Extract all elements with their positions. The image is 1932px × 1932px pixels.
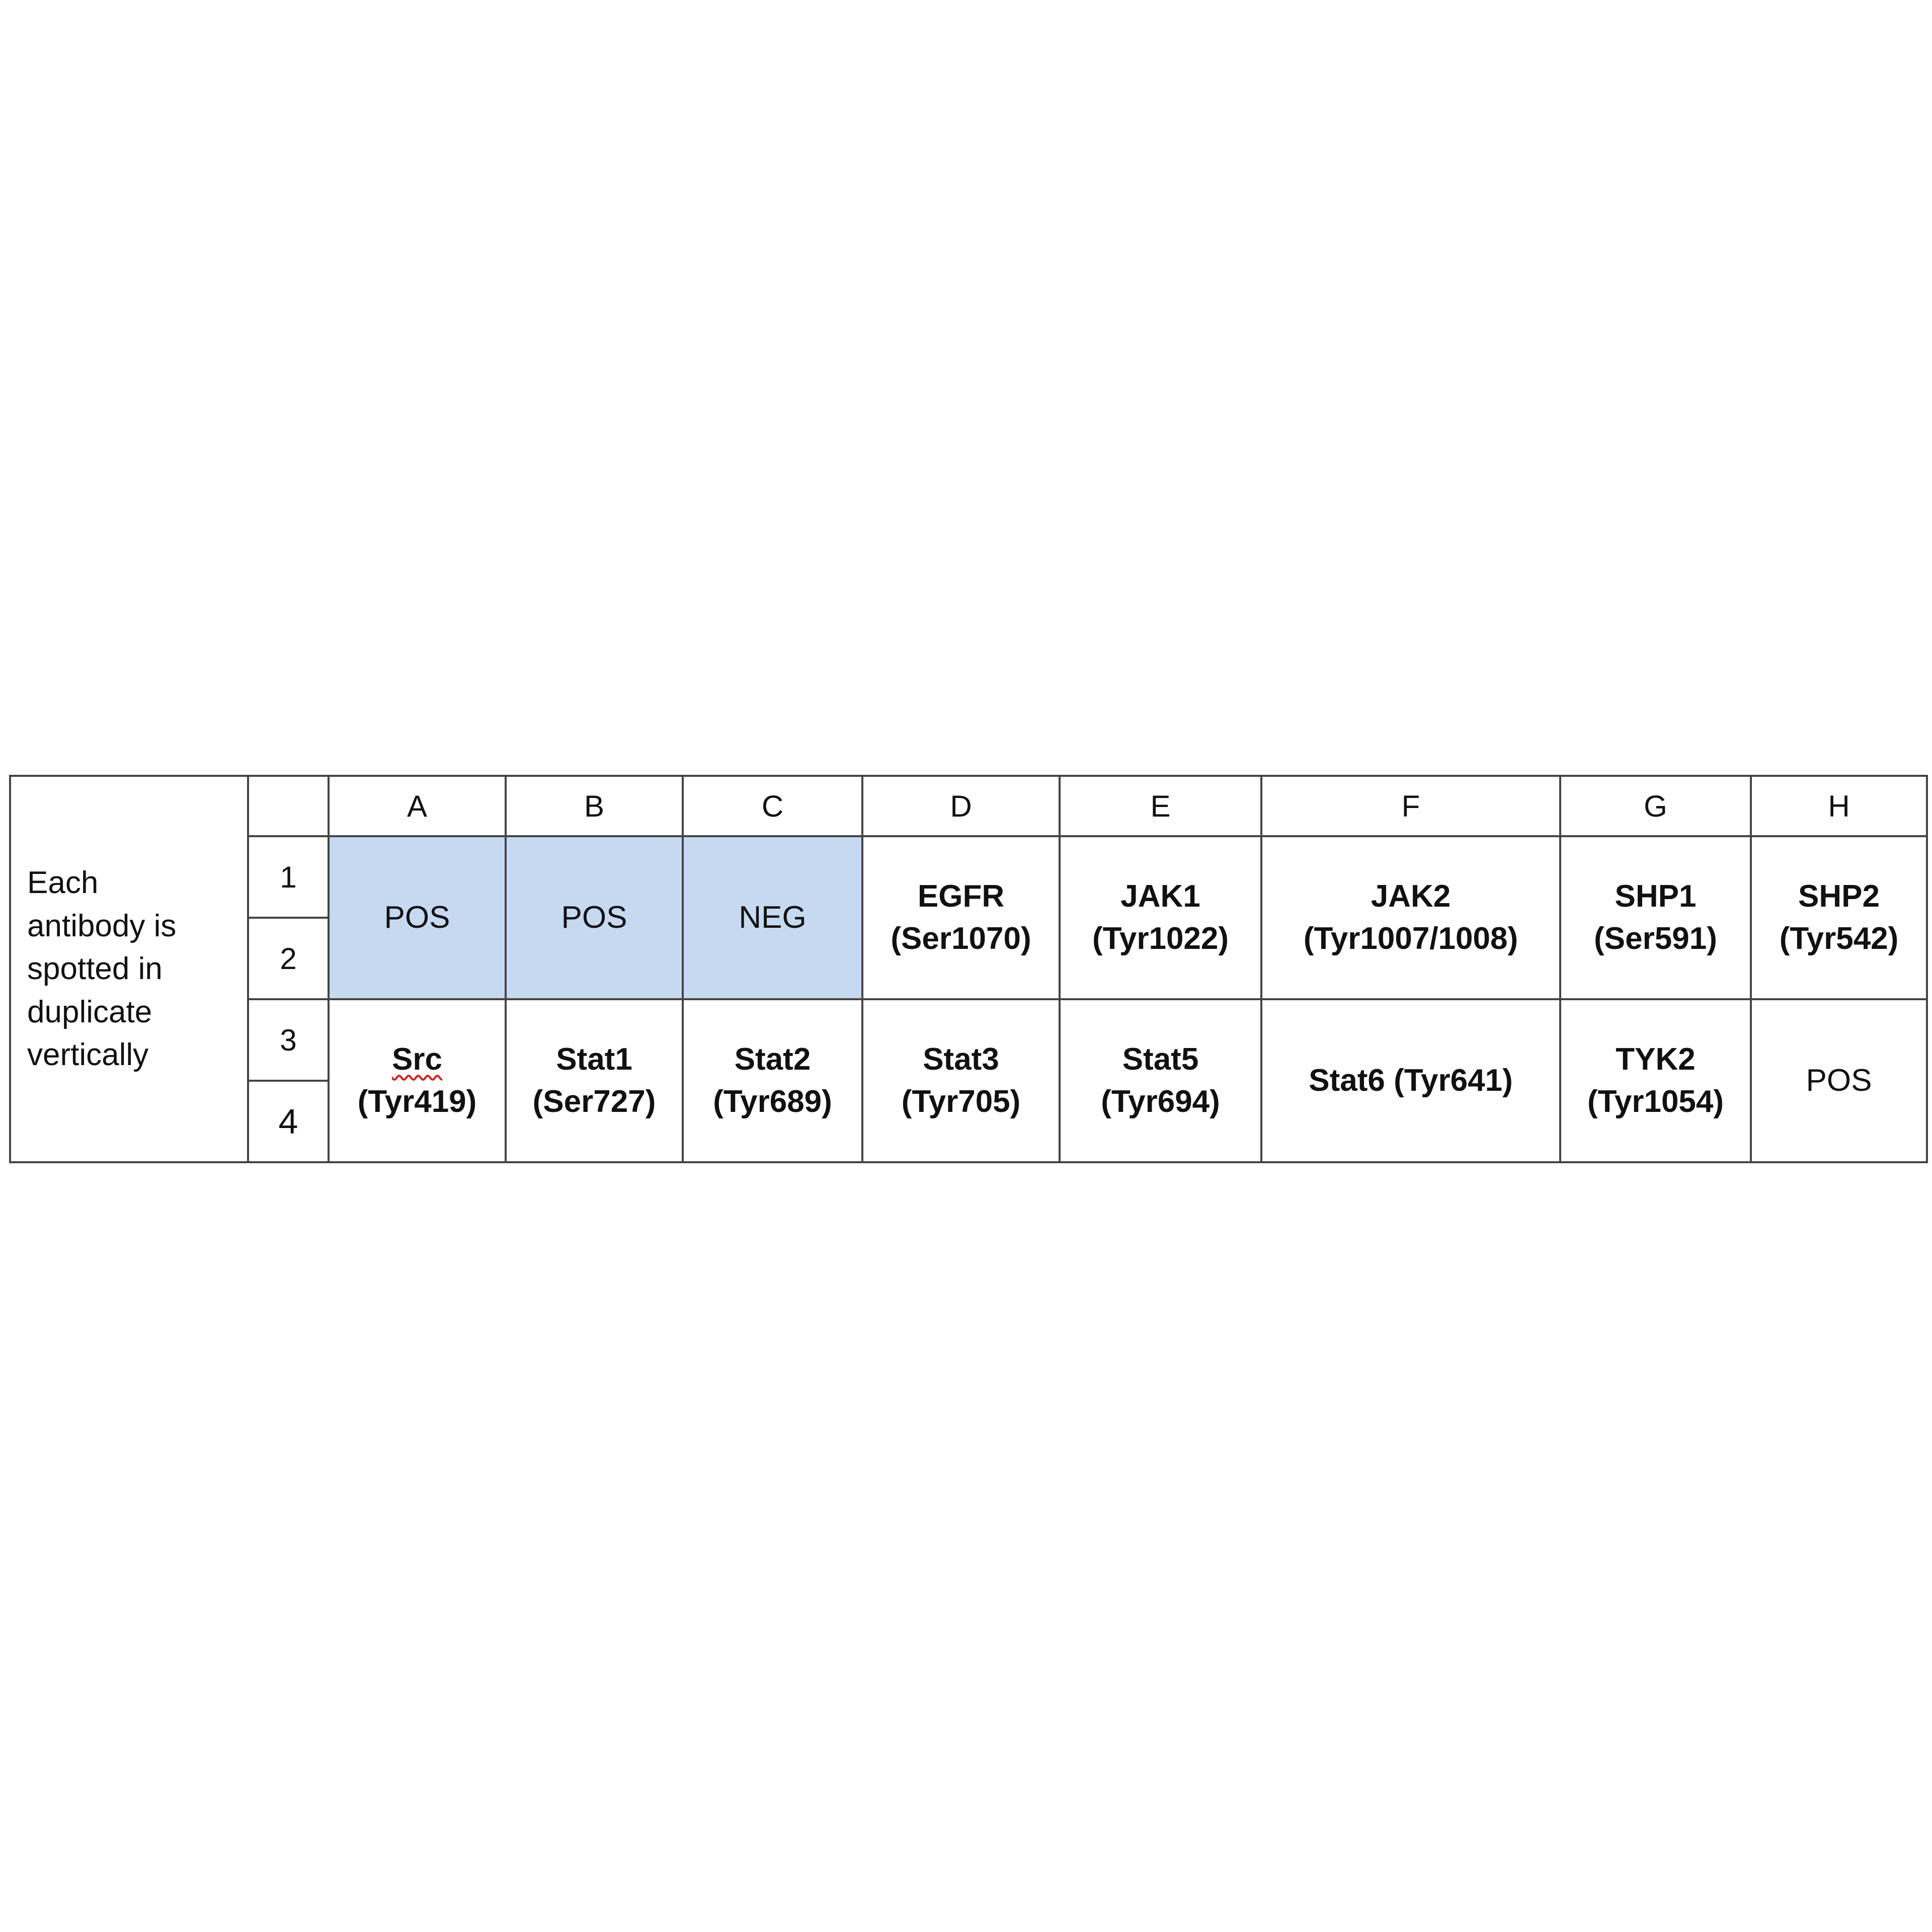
column-header-f: F [1261,776,1560,836]
antibody-site: (Tyr1054) [1587,1084,1724,1119]
cell-f-1-2 [1261,836,1560,999]
column-header-e: E [1060,776,1261,836]
antibody-name: JAK2 [1371,879,1451,914]
antibody-name: Src [392,1042,442,1077]
cell-e-3-4 [1060,999,1261,1162]
antibody-site: (Tyr689) [713,1084,832,1119]
row-number-1: 1 [248,836,329,918]
cell-h-3-4 [1751,999,1927,1162]
column-header-a: A [329,776,506,836]
antibody-site: (Tyr1007/1008) [1303,921,1518,956]
column-header-g: G [1560,776,1751,836]
cell-a-1-2 [329,836,506,999]
cell-h-1-2 [1751,836,1927,999]
cell-d-1-2 [862,836,1060,999]
note-line: vertically [27,1037,149,1073]
antibody-name: JAK1 [1120,879,1200,914]
note-line: duplicate [27,994,152,1029]
cell-label: POS [561,900,627,935]
antibody-site: (Tyr694) [1101,1084,1220,1119]
antibody-name: TYK2 [1616,1042,1696,1077]
note-line: antibody is [27,908,177,943]
antibody-array-map [9,775,1928,1163]
cell-a-3-4 [329,999,506,1162]
cell-c-1-2 [683,836,862,999]
column-header-h: H [1751,776,1927,836]
cell-b-3-4 [506,999,683,1162]
antibody-site: (Tyr705) [901,1084,1021,1119]
duplicate-note [10,776,248,1162]
row-number-2: 2 [248,918,329,999]
row-number-3: 3 [248,999,329,1081]
cell-label: NEG [739,900,807,935]
cell-label: POS [384,900,450,935]
cell-c-3-4 [683,999,862,1162]
antibody-name: SHP1 [1615,879,1697,914]
antibody-site: (Ser1070) [891,921,1031,956]
corner-cell [248,776,329,836]
cell-e-1-2 [1060,836,1261,999]
antibody-name: EGFR [917,879,1005,914]
antibody-name: Stat5 [1122,1042,1199,1077]
column-header-c: C [683,776,862,836]
antibody-name: Stat2 [734,1042,811,1077]
antibody-name: Stat1 [556,1042,632,1077]
cell-g-1-2 [1560,836,1751,999]
column-header-b: B [506,776,683,836]
antibody-name: Stat3 [923,1042,999,1077]
antibody-site: (Tyr542) [1779,921,1899,956]
antibody-name: Stat6 (Tyr641) [1309,1063,1513,1098]
note-line: Each [27,865,99,901]
cell-d-3-4 [862,999,1060,1162]
cell-f-3-4 [1261,999,1560,1162]
cell-label: POS [1806,1063,1872,1098]
note-line: spotted in [27,951,163,987]
antibody-site: (Ser591) [1594,921,1717,956]
antibody-site: (Tyr1022) [1092,921,1229,956]
antibody-site: (Tyr419) [357,1084,477,1119]
row-number-4: 4 [248,1081,329,1162]
antibody-name: SHP2 [1798,879,1880,914]
antibody-site: (Ser727) [532,1084,656,1119]
column-header-d: D [862,776,1060,836]
cell-g-3-4 [1560,999,1751,1162]
cell-b-1-2 [506,836,683,999]
